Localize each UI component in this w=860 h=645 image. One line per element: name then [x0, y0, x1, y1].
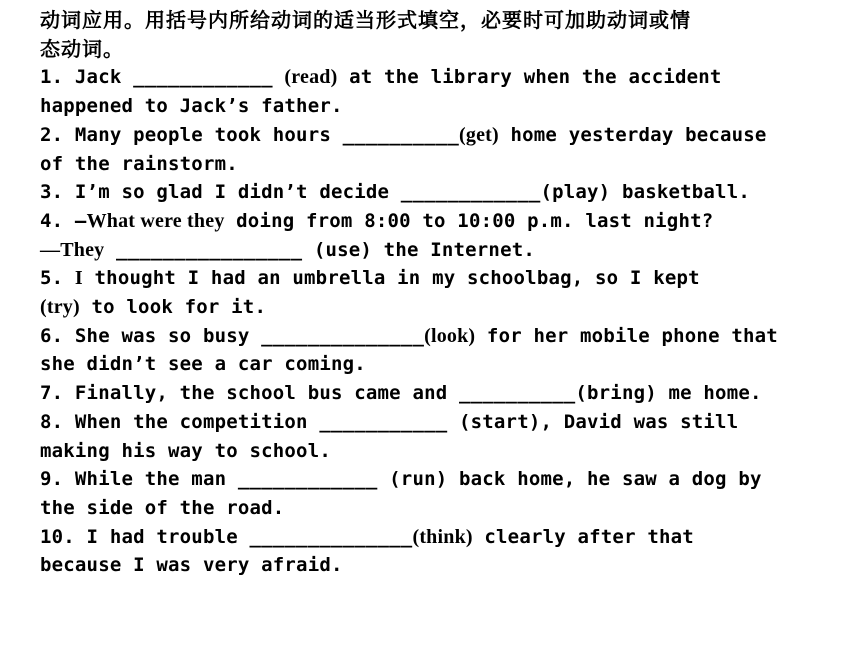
exercise-line: [40, 150, 820, 179]
exercise-line: [40, 379, 820, 408]
exercise-line: [40, 437, 820, 466]
verb-hint: (think): [412, 525, 473, 548]
exercise-line: [40, 264, 820, 293]
exercise-line: [40, 350, 820, 379]
exercise-line: [40, 322, 820, 351]
line-text: 9. While the man ____________ (run) back home, he saw a dog by: [40, 468, 762, 491]
exercise-line: [40, 494, 820, 523]
verb-hint: (get): [459, 123, 499, 146]
line-text: of the rainstorm.: [40, 152, 238, 175]
line-text: 8. When the competition ___________ (start), David was still: [40, 410, 739, 433]
exercise-line: [40, 63, 820, 92]
verb-hint: (read): [284, 66, 338, 89]
verb-hint: (try): [40, 296, 80, 319]
exercise-line: [40, 178, 820, 207]
exercise-line: [40, 523, 820, 552]
instruction-label: 动词应用: [40, 8, 124, 32]
exercise-line: [40, 121, 820, 150]
exercise-line: [40, 92, 820, 121]
instruction-text: 。用括号内所给动词的适当形式填空，必要时可加助动词或情: [124, 8, 691, 32]
line-text: she didn’t see a car coming.: [40, 353, 366, 376]
exercise-line: [40, 207, 820, 236]
line-text: 1. Jack ____________: [40, 66, 285, 89]
line-text: —They: [40, 238, 105, 261]
line-text: 7. Finally, the school bus came and __________(bring) me home.: [40, 382, 762, 405]
exercise-line: [40, 465, 820, 494]
line-text: happened to Jack’s father.: [40, 95, 343, 118]
instruction-line-1: [40, 6, 820, 35]
line-text: 2. Many people took hours __________: [40, 123, 460, 146]
exercise-line: [40, 293, 820, 322]
line-text: at the library when the accident: [337, 66, 722, 89]
line-text: to look for it.: [79, 296, 267, 319]
exercise-line: [40, 408, 820, 437]
line-text: clearly after that: [472, 525, 694, 548]
line-text: making his way to school.: [40, 439, 331, 462]
line-text: 6. She was so busy ______________: [40, 324, 425, 347]
line-text: 5.: [40, 267, 75, 290]
line-text: thought I had an umbrella in my schoolbag, so I kept: [82, 267, 700, 290]
instruction-line-2: 态动词。: [40, 36, 124, 61]
verb-hint: (look): [424, 324, 476, 347]
line-text: ________________ (use) the Internet.: [104, 238, 535, 261]
line-text: 10. I had trouble ______________: [40, 525, 413, 548]
exercise-line: [40, 551, 820, 580]
line-text: the side of the road.: [40, 496, 285, 519]
line-text: doing from 8:00 to 10:00 p.m. last night?: [224, 209, 714, 232]
line-text: because I was very afraid.: [40, 554, 343, 577]
line-text: for her mobile phone that: [475, 324, 778, 347]
exercise-text: [40, 6, 820, 580]
line-text: 3. I’m so glad I didn’t decide ____________(play) basketball.: [40, 181, 750, 204]
line-text: What were they: [86, 209, 225, 232]
line-text: 4. —: [40, 209, 87, 232]
line-text: I: [74, 267, 83, 290]
exercise-line: [40, 236, 820, 265]
line-text: home yesterday because: [498, 123, 767, 146]
